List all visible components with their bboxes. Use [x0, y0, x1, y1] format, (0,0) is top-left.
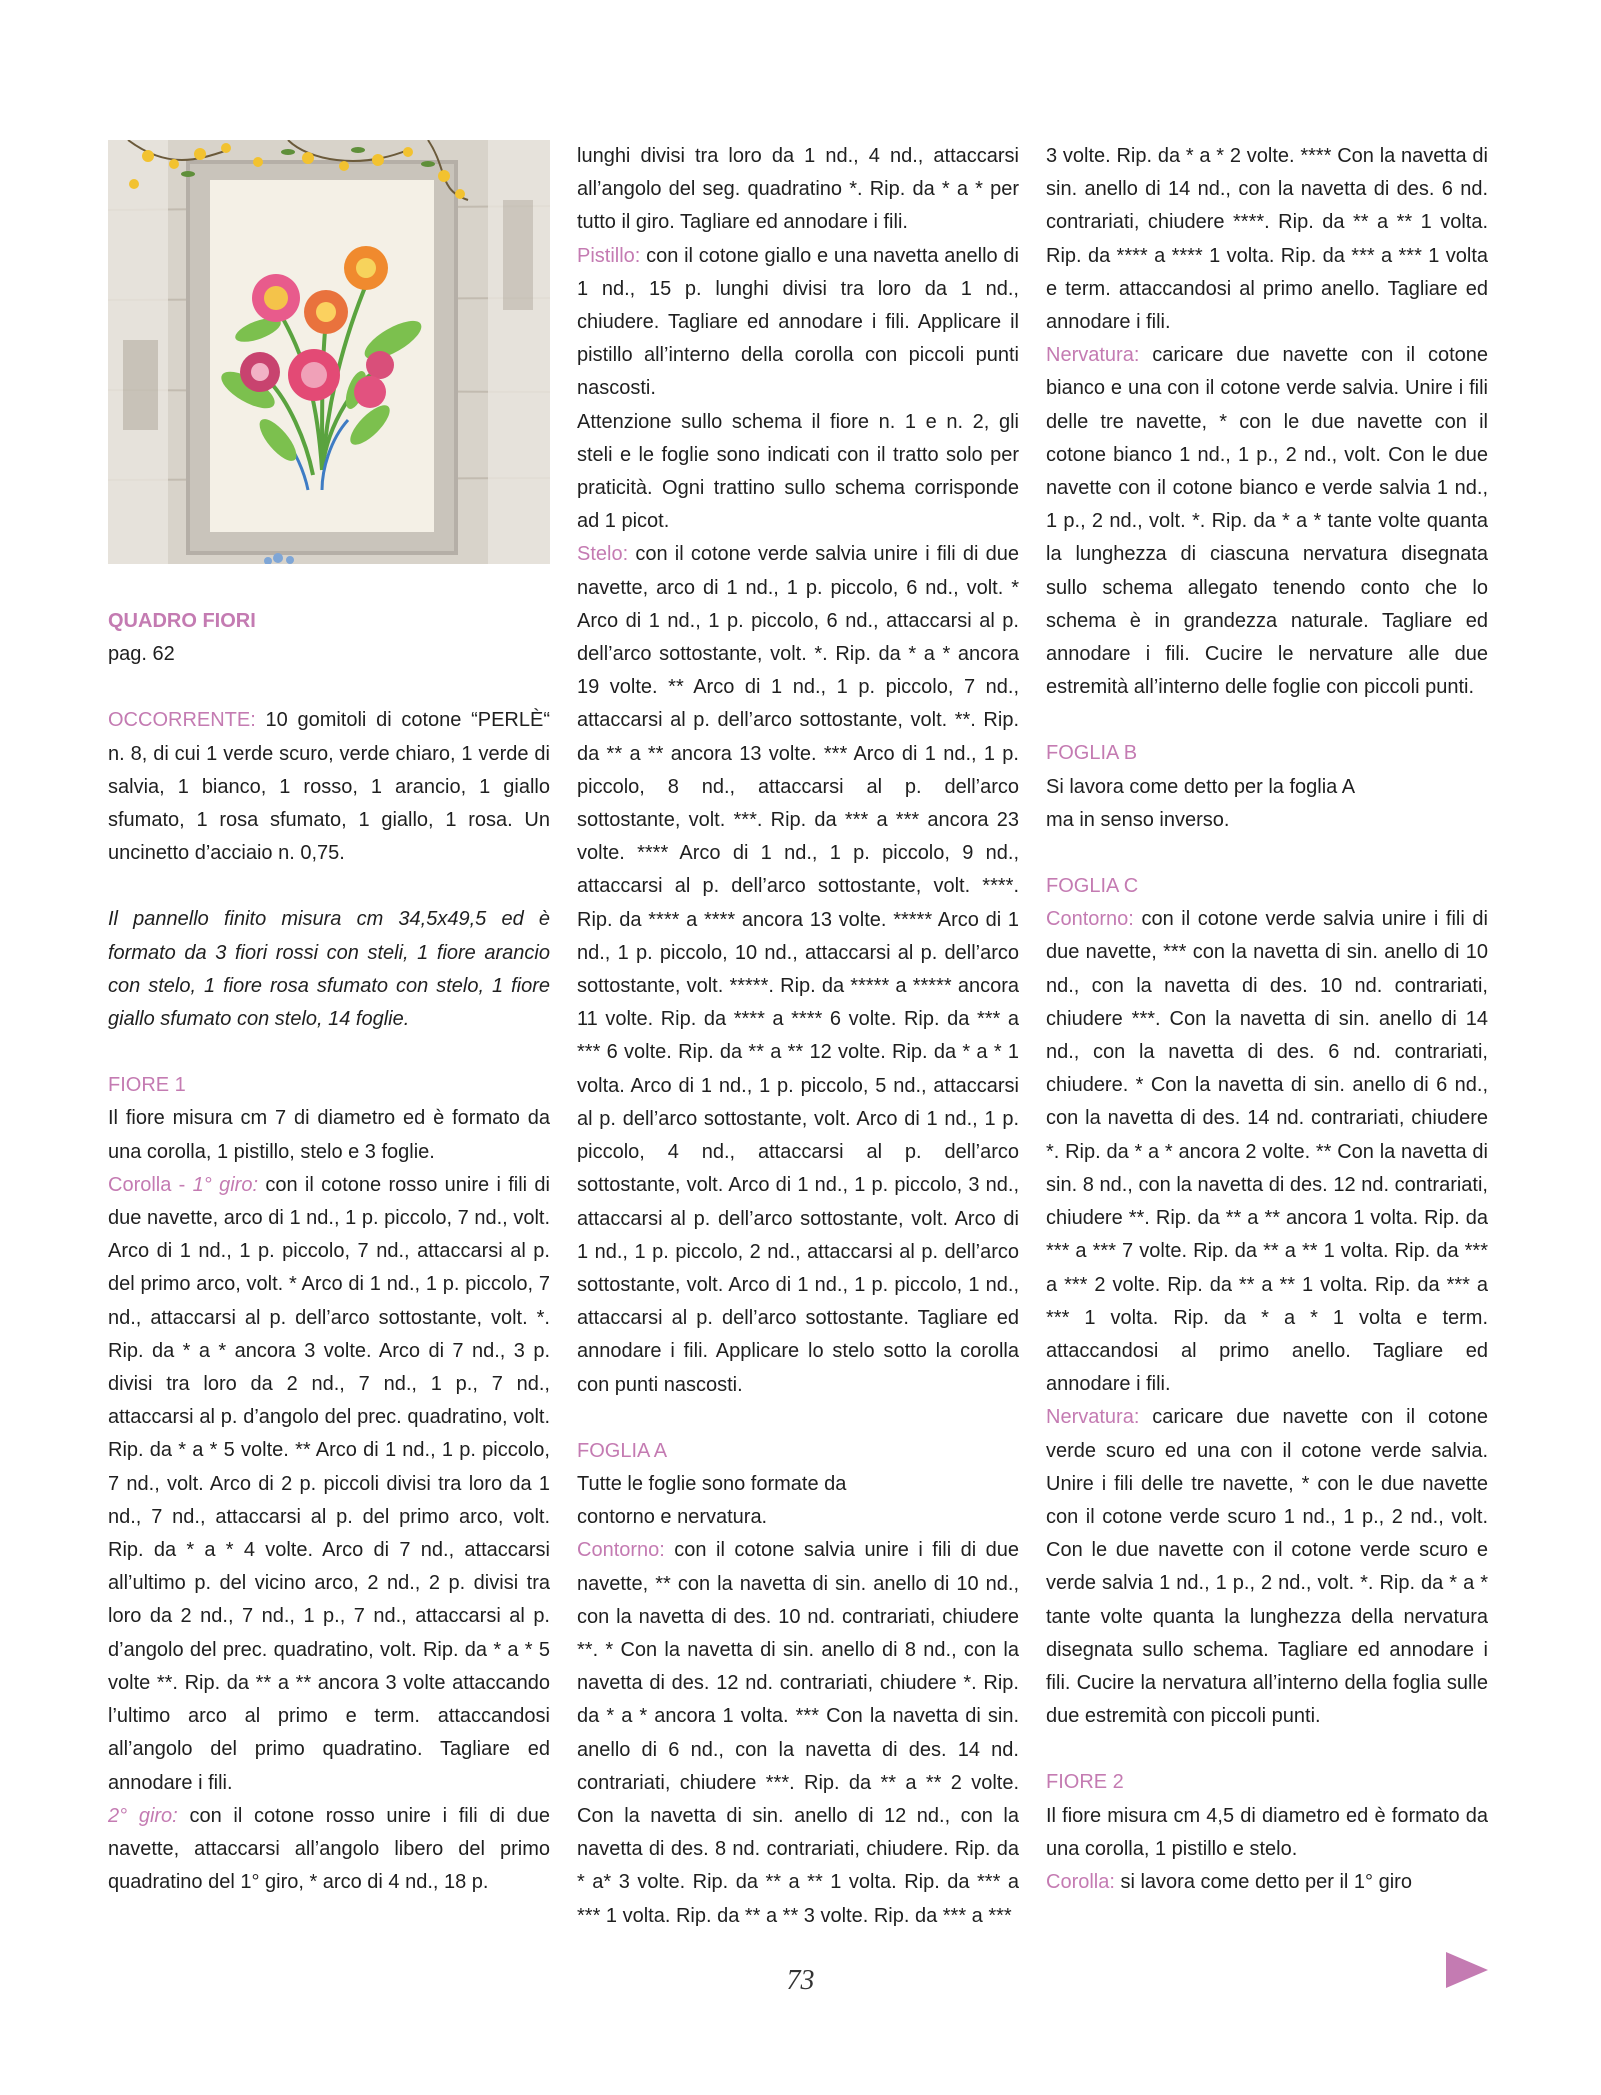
- fogliaA-line2: contorno e nervatura.: [577, 1506, 768, 1529]
- corolla2-label: Corolla:: [1046, 1870, 1115, 1893]
- occorrente-text: 10 gomitoli di cotone “PERLÈ“ n. 8, di cui 1 verde scuro, verde chiaro, 1 verde di salvia, 1 bianco, 1 rosso, 1 arancio, 1 giallo sfumato, 1 rosa sfumato, 1 giallo, 1 rosa. Un uncinetto d’acciaio n. 0,75.: [108, 709, 550, 865]
- page-number: 73: [786, 1965, 815, 1996]
- corolla2-paragraph: [1046, 1866, 1488, 1899]
- fogliaB-line1: Si lavora come detto per la foglia A: [1046, 775, 1356, 798]
- page-reference: pag. 62: [108, 643, 175, 666]
- occorrente-label: OCCORRENTE:: [108, 709, 256, 732]
- column-3: [1046, 140, 1488, 1899]
- fiore2-heading: FIORE 2: [1046, 1771, 1124, 1794]
- next-page-arrow-icon[interactable]: [1444, 1950, 1490, 1990]
- giro2-paragraph: [108, 1800, 550, 1900]
- corolla-giro-label: 1° giro:: [192, 1173, 258, 1196]
- pistillo-label: Pistillo:: [577, 244, 641, 267]
- nervatura2-text: caricare due navette con il cotone verde scuro ed una con il cotone verde salvia. Unire i fili delle tre navette, * con le due navette con il cotone verde scuro 1 nd., 1 p., 2 nd., volt. Con le due navette con il cotone verde scuro e verde salvia 1 nd., 1 p., 2 nd., volt. *. Rip. da * a * tante volte quanta la lunghezza della nervatura disegnata sullo schema. Tagliare ed annodare i fili. Cucire la nervatura all’interno della foglia sulle due estremità con piccoli punti.: [1046, 1406, 1488, 1728]
- nervatura-label: Nervatura:: [1046, 344, 1140, 367]
- contorno-paragraph: [1046, 903, 1488, 1401]
- corolla2-text: si lavora come detto per il 1° giro: [1114, 1870, 1412, 1893]
- column-2: [577, 140, 1019, 1933]
- stelo-paragraph: [577, 538, 1019, 1401]
- corolla-paragraph: [108, 1169, 550, 1800]
- pistillo-text: con il cotone giallo e una navetta anello di 1 nd., 15 p. lunghi divisi tra loro da 1 nd., chiudere. Tagliare ed annodare i fili. Applicare il pistillo all’interno della corolla con piccoli punti nascosti.: [577, 244, 1019, 400]
- fogliaB-line2: ma in senso inverso.: [1046, 808, 1230, 831]
- fiore2-description: Il fiore misura cm 4,5 di diametro ed è formato da una corolla, 1 pistillo e stelo.: [1046, 1804, 1488, 1860]
- corolla-label: Corolla -: [108, 1173, 193, 1196]
- attenzione-paragraph: Attenzione sullo schema il fiore n. 1 e n. 2, gli steli e le foglie sono indicati con il tratto solo per praticità. Ogni trattino sullo schema corrisponde ad 1 picot.: [577, 410, 1019, 533]
- contorno-paragraph: [577, 1534, 1019, 1932]
- nervatura2-paragraph: [1046, 1401, 1488, 1733]
- giro2-text: con il cotone rosso unire i fili di due navette, attaccarsi all’angolo libero del primo quadratino del 1° giro, * arco di 4 nd., 18 p.: [108, 1804, 550, 1894]
- nervatura-paragraph: [1046, 339, 1488, 704]
- nervatura-text: caricare due navette con il cotone bianco e una con il cotone verde salvia. Unire i fili delle tre navette, * con le due navette con il cotone bianco 1 nd., 1 p., 2 nd., volt. Con le due navette con il cotone bianco e verde salvia 1 nd., 1 p., 2 nd., volt. *. Rip. da * a * tante volte quanta la lunghezza di ciascuna nervatura disegnata sullo schema allegato tenendo conto che lo schema è in grandezza naturale. Tagliare ed annodare i fili. Cucire le nervature alle due estremità all’interno delle foglie con piccoli punti.: [1046, 344, 1488, 699]
- stelo-label: Stelo:: [577, 543, 629, 566]
- title: QUADRO FIORI: [108, 610, 256, 632]
- intro-paragraph: Il pannello finito misura cm 34,5x49,5 ed è formato da 3 fiori rossi con steli, 1 fiore arancio con stelo, 1 fiore rosa sfumato con stelo, 1 fiore giallo sfumato con stelo, 14 foglie.: [108, 908, 550, 1031]
- contorno-label: Contorno:: [1046, 908, 1134, 931]
- stelo-text: con il cotone verde salvia unire i fili di due navette, arco di 1 nd., 1 p. piccolo, 6 nd., volt. * Arco di 1 nd., 1 p. piccolo, 6 nd., attaccarsi al p. dell’arco sottostante, volt. *. Rip. da * a * ancora 19 volte. ** Arco di 1 nd., 1 p. piccolo, 7 nd., attaccarsi al p. dell’arco sottostante, volt. **. Rip. da ** a ** ancora 13 volte. *** Arco di 1 nd., 1 p. piccolo, 8 nd., attaccarsi al p. dell’arco sottostante, volt. ***. Rip. da *** a *** ancora 23 volte. **** Arco di 1 nd., 1 p. piccolo, 9 nd., attaccarsi al p. dell’arco sottostante, volt. ****. Rip. da **** a **** ancora 13 volte. ***** Arco di 1 nd., 1 p. piccolo, 10 nd., attaccarsi al p. dell’arco sottostante, volt. *****. Rip. da ***** a ***** ancora 11 volte. Rip. da **** a **** 6 volte. Rip. da *** a *** 6 volte. Rip. da ** a ** 12 volte. Rip. da * a * 1 volta. Arco di 1 nd., 1 p. piccolo, 5 nd., attaccarsi al p. dell’arco sottostante, volt. Arco di 1 nd., 1 p. piccolo, 4 nd., attaccarsi al p. dell’arco sottostante, volt. Arco di 1 nd., 1 p. piccolo, 3 nd., attaccarsi al p. dell’arco sottostante, volt. Arco di 1 nd., 1 p. piccolo, 2 nd., attaccarsi al p. dell’arco sottostante, volt. Arco di 1 nd., 1 p. piccolo, 1 nd., attaccarsi al p. dell’arco sottostante. Tagliare ed annodare i fili. Applicare lo stelo sotto la corolla con punti nascosti.: [577, 543, 1019, 1396]
- pistillo-paragraph: [577, 240, 1019, 406]
- giro2-label: 2° giro:: [108, 1804, 178, 1827]
- fogliaB-heading: FOGLIA B: [1046, 742, 1138, 765]
- corolla-text: con il cotone rosso unire i fili di due navette, arco di 1 nd., 1 p. piccolo, 7 nd., volt. Arco di 1 nd., 1 p. piccolo, 7 nd., attaccarsi al p. del primo arco, volt. * Arco di 1 nd., 1 p. piccolo, 7 nd., attaccarsi al p. dell’arco sottostante, volt. *. Rip. da * a * ancora 3 volte. Arco di 7 nd., 3 p. divisi tra loro da 2 nd., 7 nd., 1 p., 7 nd., attaccarsi al p. d’angolo del prec. quadratino, volt. Rip. da * a * 5 volte. ** Arco di 1 nd., 1 p. piccolo, 7 nd., volt. Arco di 2 p. piccoli divisi tra loro da 1 nd., 7 nd., attaccarsi al p. del primo arco, volt. Rip. da * a * 4 volte. Arco di 7 nd., attaccarsi all’ultimo p. del vicino arco, 2 nd., 2 p. divisi tra loro da 2 nd., 7 nd., 1 p., 7 nd., attaccarsi al p. d’angolo del prec. quadratino, volt. Rip. da * a * 5 volte **. Rip. da ** a ** ancora 3 volte attaccando l’ultimo arco al primo e term. attaccandosi all’angolo del primo quadratino. Tagliare ed annodare i fili.: [108, 1173, 550, 1794]
- nervatura2-label: Nervatura:: [1046, 1406, 1140, 1429]
- fogliaA-line1: Tutte le foglie sono formate da: [577, 1472, 847, 1495]
- fiore1-heading: FIORE 1: [108, 1074, 186, 1097]
- contorno-label: Contorno:: [577, 1539, 665, 1562]
- fogliaA-heading: FOGLIA A: [577, 1439, 668, 1462]
- continued-text: lunghi divisi tra loro da 1 nd., 4 nd., attaccarsi all’angolo del seg. quadratino *. Rip. da * a * per tutto il giro. Tagliare ed annodare i fili.: [577, 145, 1019, 234]
- contorno-text: con il cotone salvia unire i fili di due navette, ** con la navetta di sin. anello di 10 nd., con la navetta di des. 10 nd. contrariati, chiudere **. * Con la navetta di sin. anello di 8 nd., con la navetta di des. 12 nd. contrariati, chiudere *. Rip. da * a * ancora 1 volta. *** Con la navetta di sin. anello di 6 nd., con la navetta di des. 14 nd. contrariati, chiudere ***. Rip. da ** a ** 2 volte. Con la navetta di sin. anello di 12 nd., con la navetta di des. 8 nd. contrariati, chiudere. Rip. da * a* 3 volte. Rip. da ** a ** 1 volta. Rip. da *** a *** 1 volta. Rip. da ** a ** 3 volte. Rip. da *** a ***: [577, 1539, 1019, 1927]
- fogliaC-heading: FOGLIA C: [1046, 875, 1139, 898]
- contorno-text: con il cotone verde salvia unire i fili di due navette, *** con la navetta di sin. anello di 10 nd., con la navetta di des. 10 nd. contrariati, chiudere ***. Con la navetta di sin. anello di 14 nd., con la navetta di des. 6 nd. contrariati, chiudere. * Con la navetta di sin. anello di 6 nd., con la navetta di des. 14 nd. contrariati, chiudere *. Rip. da * a * ancora 2 volte. ** Con la navetta di sin. 8 nd., con la navetta di des. 12 nd. contrariati, chiudere **. Rip. da ** a ** ancora 1 volta. Rip. da *** a *** 7 volte. Rip. da ** a ** 1 volta. Rip. da *** a *** 2 volte. Rip. da ** a ** 1 volta. Rip. da *** a *** 1 volta. Rip. da * a * 1 volta e term. attaccandosi al primo anello. Tagliare ed annodare i fili.: [1046, 908, 1488, 1396]
- column-1: [108, 140, 550, 1899]
- continued-text: 3 volte. Rip. da * a * 2 volte. **** Con la navetta di sin. anello di 14 nd., con la navetta di des. 6 nd. contrariati, chiudere ****. Rip. da ** a ** 1 volta. Rip. da **** a **** 1 volta. Rip. da *** a *** 1 volta e term. attaccandosi al primo anello. Tagliare ed annodare i fili.: [1046, 145, 1488, 334]
- framed-flower-photo: [108, 140, 550, 564]
- occorrente-paragraph: [108, 704, 550, 870]
- fiore1-description: Il fiore misura cm 7 di diametro ed è formato da una corolla, 1 pistillo, stelo e 3 foglie.: [108, 1107, 550, 1163]
